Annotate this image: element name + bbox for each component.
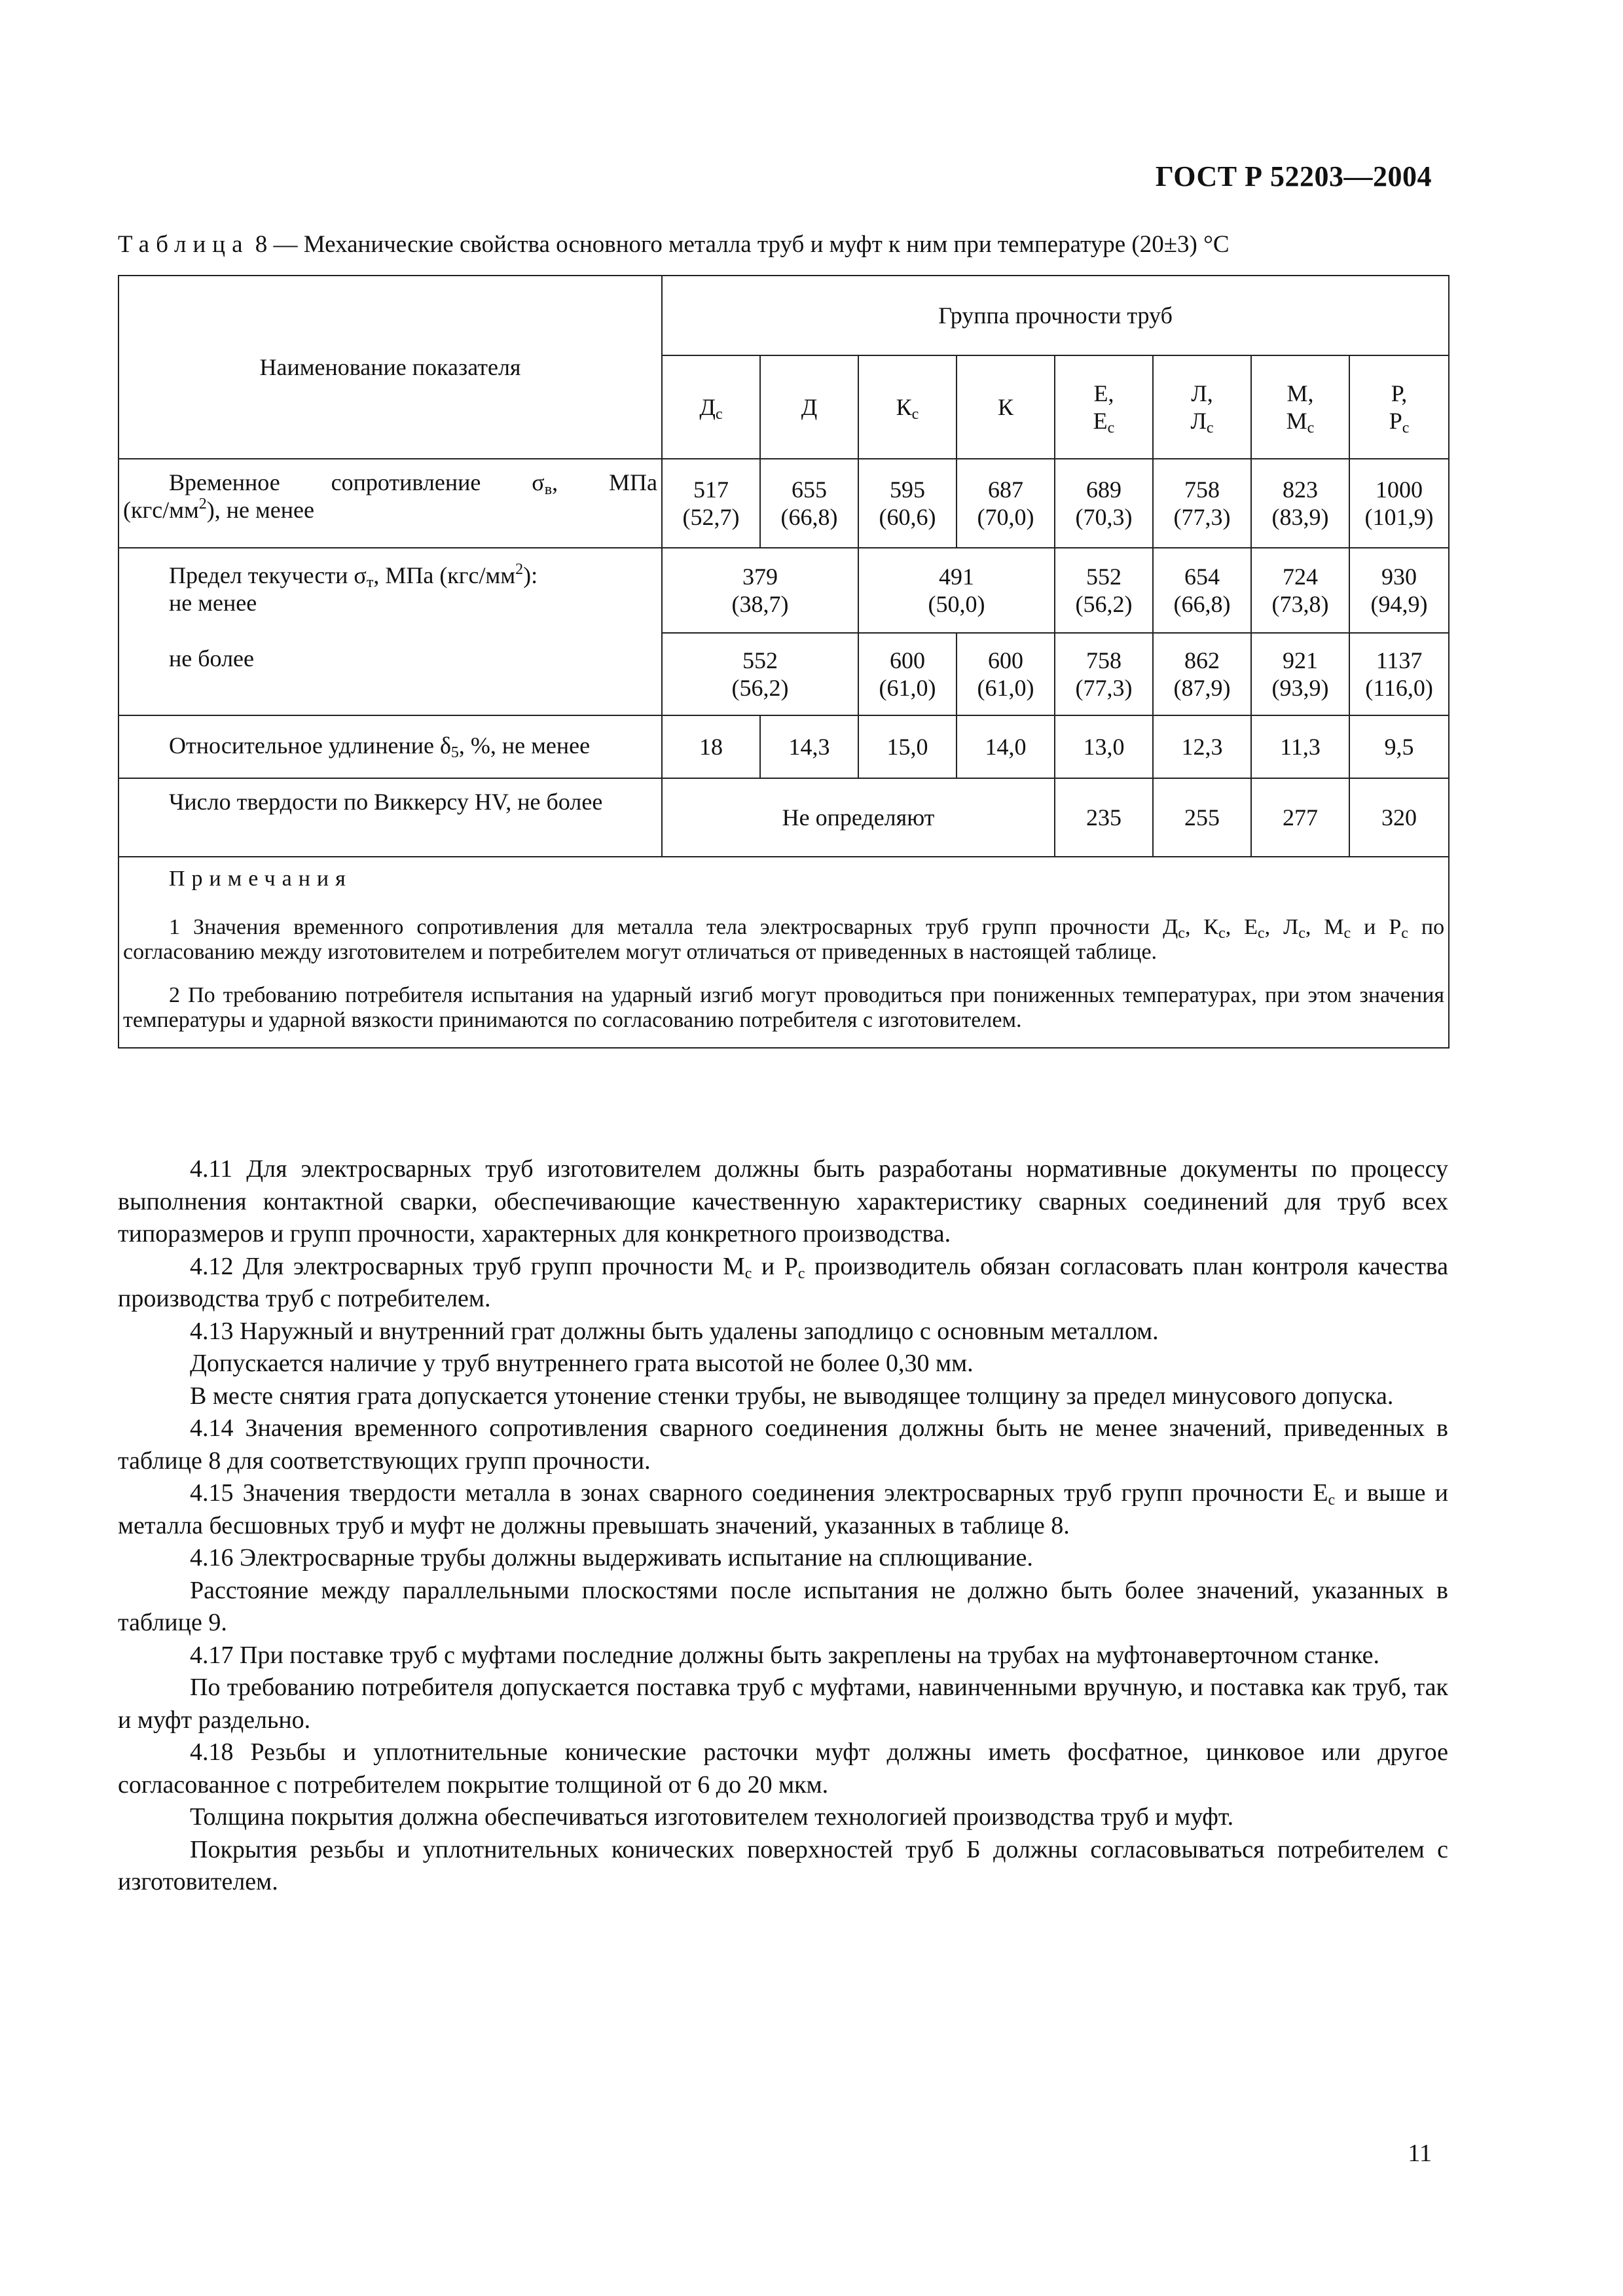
row-label-yield-max: не более <box>119 633 662 715</box>
table-cell: 689 (70,3) <box>1055 459 1153 548</box>
table-cell: 758 (77,3) <box>1153 459 1251 548</box>
table-cell: 823 (83,9) <box>1251 459 1349 548</box>
table-cell: 687 (70,0) <box>957 459 1055 548</box>
paragraph-4-16: 4.16 Электросварные трубы должны выдерживать испытание на сплющивание. <box>190 1544 1033 1571</box>
table-cell: 1137 (116,0) <box>1349 633 1449 715</box>
row-label-elongation: Относительное удлинение $\delta_5$, %, не менее <box>119 715 662 778</box>
note-1: 1 Значения временного сопротивления для металла тела электросварных труб групп прочности $Д_с$, $К_с$, $Е_с$, $Л_с$, $М_с$ и $Р_с$ по согласованию между изготовителем и потребителем могут отличаться от приведенных в настоящей таблице. <box>123 915 1445 964</box>
paragraph-4-12: 4.12 Для электросварных труб групп прочности $М_с$ и $Р_с$ производитель обязан согласовать план контроля качества производства труб с потребителем. <box>118 1252 1448 1312</box>
table-cell: 552 (56,2) <box>1055 548 1153 633</box>
paragraph-4-15: 4.15 Значения твердости металла в зонах сварного соединения электросварных труб групп прочности $Е_с$ и выше и металла бесшовных труб и муфт не должны превышать значений, указанных в таблице 8. <box>118 1479 1448 1539</box>
table-row <box>119 633 1449 715</box>
paragraph: По требованию потребителя допускается поставка труб с муфтами, навинченными вручную, и поставка как труб, так и муфт раздельно. <box>118 1674 1448 1734</box>
table-cell: 921 (93,9) <box>1251 633 1349 715</box>
table-notes <box>119 857 1449 1048</box>
table-cell: 379 (38,7) <box>662 548 858 633</box>
paragraph-4-11: 4.11 Для электросварных труб изготовителем должны быть разработаны нормативные документы по процессу выполнения контактной сварки, обеспечивающие качественную характеристику сварных соединений для труб всех типоразмеров и групп прочности, характерных для конкретного производства. <box>118 1155 1448 1247</box>
table-cell: 600 (61,0) <box>957 633 1055 715</box>
table-cell: 11,3 <box>1251 715 1349 778</box>
table-row <box>119 548 1449 633</box>
paragraph: В месте снятия грата допускается утонение стенки трубы, не выводящее толщину за предел минусового допуска. <box>190 1382 1394 1410</box>
table-cell: 15,0 <box>858 715 957 778</box>
table-cell-not-determined: Не определяют <box>662 778 1055 857</box>
table-cell: 930 (94,9) <box>1349 548 1449 633</box>
table-caption-text: 8 — Механические свойства основного металла труб и муфт к ним при температуре (20±3) °С <box>249 231 1230 258</box>
table-cell: 724 (73,8) <box>1251 548 1349 633</box>
group-header-k: К <box>957 355 1055 459</box>
table-cell: 552 (56,2) <box>662 633 858 715</box>
paragraph: Толщина покрытия должна обеспечиваться изготовителем технологией производства труб и муфт. <box>190 1803 1234 1831</box>
paragraph-4-13: 4.13 Наружный и внутренний грат должны быть удалены заподлицо с основным металлом. <box>190 1317 1159 1345</box>
table-cell: 595 (60,6) <box>858 459 957 548</box>
table-cell: 758 (77,3) <box>1055 633 1153 715</box>
table-cell: 235 <box>1055 778 1153 857</box>
table-cell: 1000 (101,9) <box>1349 459 1449 548</box>
table-cell: 655 (66,8) <box>760 459 858 548</box>
group-header-dc: $Д_с$ <box>662 355 760 459</box>
paragraph-4-17: 4.17 При поставке труб с муфтами последние должны быть закреплены на трубах на муфтонаверточном станке. <box>190 1641 1380 1669</box>
table-cell: 14,3 <box>760 715 858 778</box>
page-number: 11 <box>1408 2140 1432 2167</box>
table-cell: 18 <box>662 715 760 778</box>
row-label-hardness: Число твердости по Виккерсу HV, не более <box>119 778 662 857</box>
table-cell: 9,5 <box>1349 715 1449 778</box>
paragraph: Расстояние между параллельными плоскостями после испытания не должно быть более значений, указанных в таблице 9. <box>118 1576 1448 1636</box>
group-header-m: М, $М_с$ <box>1251 355 1349 459</box>
group-header-kc: $К_с$ <box>858 355 957 459</box>
table-caption-label: Таблица <box>118 231 249 258</box>
table-cell: 277 <box>1251 778 1349 857</box>
table-cell: 654 (66,8) <box>1153 548 1251 633</box>
row-label-yield-strength: Предел текучести $\sigma_т$, МПа $(кгс/мм^2)$: не менее <box>119 548 662 633</box>
table-cell: 862 (87,9) <box>1153 633 1251 715</box>
group-header-d: Д <box>760 355 858 459</box>
note-2: 2 По требованию потребителя испытания на ударный изгиб могут проводиться при пониженных температурах, при этом значения температуры и ударной вязкости принимаются по согласованию потребителя с изготовителем. <box>123 983 1445 1032</box>
column-header-parameter: Наименование показателя <box>119 276 662 459</box>
paragraph-4-18: 4.18 Резьбы и уплотнительные конические расточки муфт должны иметь фосфатное, цинковое или другое согласованное с потребителем покрытие толщиной от 6 до 20 мкм. <box>118 1738 1448 1799</box>
table-cell: 491 (50,0) <box>858 548 1055 633</box>
document-code: ГОСТ Р 52203—2004 <box>1155 160 1432 192</box>
notes-title: Примечания <box>169 867 352 891</box>
table-cell: 320 <box>1349 778 1449 857</box>
table-row <box>119 715 1449 778</box>
group-header-r: Р, $Р_с$ <box>1349 355 1449 459</box>
table-caption <box>118 230 1440 259</box>
paragraph: Допускается наличие у труб внутреннего грата высотой не более 0,30 мм. <box>190 1350 974 1377</box>
column-header-strength-group: Группа прочности труб <box>662 276 1449 355</box>
table-cell: 255 <box>1153 778 1251 857</box>
table-row <box>119 459 1449 548</box>
group-header-e: Е, $Е_с$ <box>1055 355 1153 459</box>
table-notes-row <box>119 857 1449 1048</box>
table-row <box>119 778 1449 857</box>
body-text <box>118 1153 1448 1899</box>
mechanical-properties-table <box>118 275 1450 1049</box>
table-cell: 517 (52,7) <box>662 459 760 548</box>
table-cell: 13,0 <box>1055 715 1153 778</box>
table-cell: 12,3 <box>1153 715 1251 778</box>
paragraph-4-14: 4.14 Значения временного сопротивления сварного соединения должны быть не менее значений, приведенных в таблице 8 для соответствующих групп прочности. <box>118 1414 1448 1475</box>
group-header-l: Л, $Л_с$ <box>1153 355 1251 459</box>
table-cell: 14,0 <box>957 715 1055 778</box>
table-cell: 600 (61,0) <box>858 633 957 715</box>
paragraph: Покрытия резьбы и уплотнительных конических поверхностей труб Б должны согласовываться потребителем с изготовителем. <box>118 1835 1448 1895</box>
row-label-tensile-strength: Временное сопротивление $\sigma_в$, МПа $(кгс/мм^2)$, не менее <box>119 459 662 548</box>
